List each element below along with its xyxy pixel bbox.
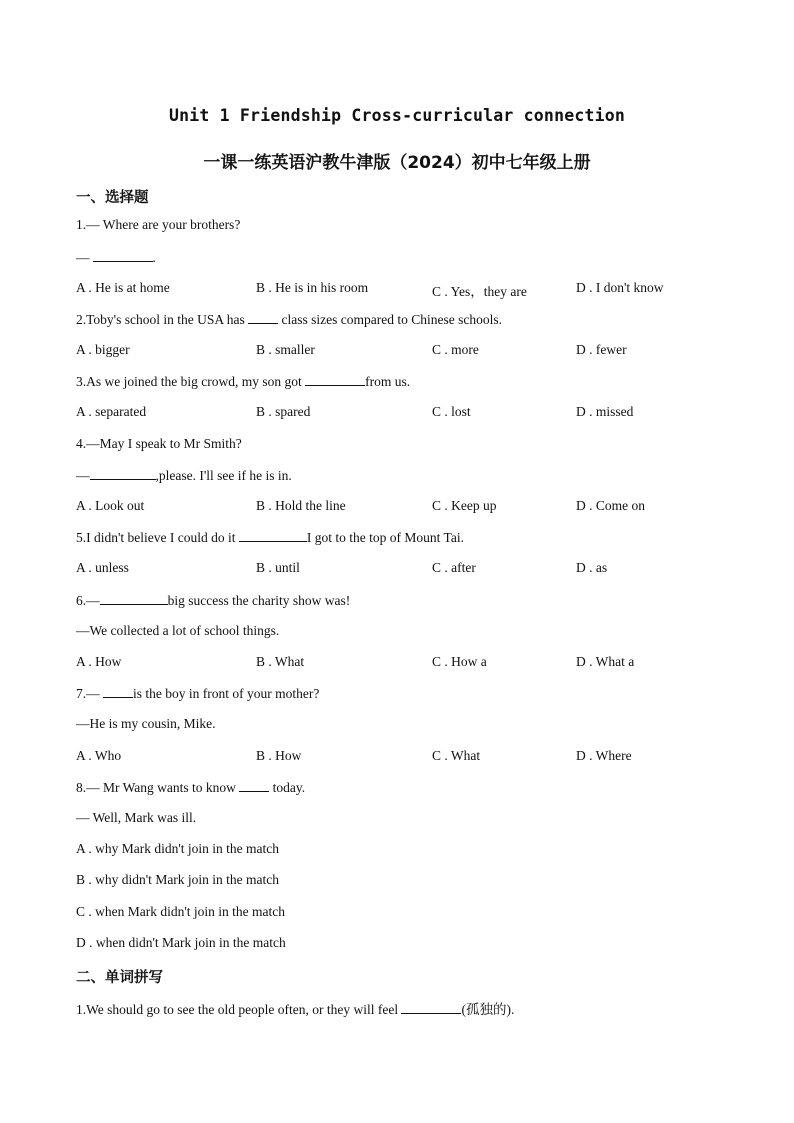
option-b[interactable]: B . spared	[256, 404, 311, 419]
stem-after-blank: ,please. I'll see if he is in.	[155, 468, 292, 483]
question-7-options	[76, 748, 716, 766]
option-c[interactable]: C . more	[432, 342, 479, 357]
period-text: .	[152, 250, 156, 265]
stem-after-blank: from us.	[365, 374, 411, 389]
answer-blank[interactable]	[93, 249, 153, 262]
option-d[interactable]: D . I don't know	[576, 280, 664, 295]
option-a[interactable]: A . bigger	[76, 342, 130, 357]
question-1-answer-line	[76, 249, 156, 266]
question-4-stem: 4.—May I speak to Mr Smith?	[76, 436, 242, 451]
question-8-stem	[76, 779, 305, 796]
question-1-options	[76, 280, 716, 298]
option-c[interactable]: C . when Mark didn't join in the match	[76, 904, 286, 919]
question-4-answer-line	[76, 467, 292, 484]
question-8-reply: — Well, Mark was ill.	[76, 810, 197, 825]
option-a[interactable]: A . why Mark didn't join in the match	[76, 841, 280, 856]
option-d[interactable]: D . What a	[576, 654, 635, 669]
answer-blank[interactable]	[248, 311, 278, 324]
section-heading-spelling: 二、单词拼写	[76, 970, 163, 986]
option-c[interactable]: C . What	[432, 748, 481, 763]
stem-before-blank: 5.I didn't believe I could do it	[76, 530, 236, 545]
option-c[interactable]: C . Yes，they are	[432, 284, 527, 299]
stem-before-blank: 7.—	[76, 686, 100, 701]
stem-after-blank: is the boy in front of your mother?	[133, 686, 320, 701]
stem-after-blank: class sizes compared to Chinese schools.	[281, 312, 502, 327]
option-a[interactable]: A . Look out	[76, 498, 145, 513]
option-c[interactable]: C . Keep up	[432, 498, 497, 513]
dash-text: —	[76, 468, 90, 483]
question-2-stem	[76, 311, 502, 328]
spelling-question-1	[76, 998, 514, 1018]
option-b[interactable]: B . He is in his room	[256, 280, 369, 295]
option-a[interactable]: A . unless	[76, 560, 129, 575]
option-b[interactable]: B . smaller	[256, 342, 315, 357]
page-title: Unit 1 Friendship Cross-curricular connection	[168, 106, 626, 125]
answer-blank[interactable]	[90, 467, 156, 480]
option-a[interactable]: A . He is at home	[76, 280, 170, 295]
answer-blank[interactable]	[100, 592, 168, 605]
stem-after-blank: big success the charity show was!	[167, 593, 351, 608]
answer-blank[interactable]	[239, 779, 269, 792]
question-1-stem: 1.— Where are your brothers?	[76, 217, 241, 232]
answer-blank[interactable]	[103, 685, 133, 698]
question-7-reply: —He is my cousin, Mike.	[76, 716, 216, 731]
page-subtitle: 一课一练英语沪教牛津版（2024）初中七年级上册	[203, 153, 591, 173]
option-b[interactable]: B . How	[256, 748, 302, 763]
answer-blank[interactable]	[305, 373, 365, 386]
option-d[interactable]: D . fewer	[576, 342, 627, 357]
option-a[interactable]: A . How	[76, 654, 122, 669]
option-d[interactable]: D . when didn't Mark join in the match	[76, 935, 286, 950]
option-d[interactable]: D . as	[576, 560, 608, 575]
answer-blank[interactable]	[401, 1001, 461, 1014]
question-6-stem	[76, 592, 350, 609]
option-d[interactable]: D . missed	[576, 404, 634, 419]
option-a[interactable]: A . Who	[76, 748, 122, 763]
option-b[interactable]: B . Hold the line	[256, 498, 346, 513]
stem-before-blank: 8.— Mr Wang wants to know	[76, 780, 236, 795]
question-7-stem	[76, 685, 319, 702]
option-c[interactable]: C . How a	[432, 654, 487, 669]
stem-after-blank: (孤独的).	[461, 1002, 515, 1017]
option-d[interactable]: D . Where	[576, 748, 632, 763]
question-5-stem	[76, 529, 464, 546]
stem-before-blank: 6.—	[76, 593, 100, 608]
stem-before-blank: 2.Toby's school in the USA has	[76, 312, 245, 327]
question-3-options	[76, 404, 716, 422]
option-b[interactable]: B . why didn't Mark join in the match	[76, 872, 280, 887]
dash-text: —	[76, 250, 90, 265]
question-6-options	[76, 654, 716, 672]
answer-blank[interactable]	[239, 529, 307, 542]
question-3-stem	[76, 373, 410, 390]
question-6-reply: —We collected a lot of school things.	[76, 623, 280, 638]
option-b[interactable]: B . until	[256, 560, 300, 575]
option-c[interactable]: C . after	[432, 560, 476, 575]
option-a[interactable]: A . separated	[76, 404, 147, 419]
option-b[interactable]: B . What	[256, 654, 305, 669]
question-5-options	[76, 560, 716, 578]
stem-before-blank: 1.We should go to see the old people often, or they will feel	[76, 1002, 399, 1017]
section-heading-choice: 一、选择题	[76, 190, 149, 206]
stem-before-blank: 3.As we joined the big crowd, my son got	[76, 374, 302, 389]
question-2-options	[76, 342, 716, 360]
stem-after-blank: I got to the top of Mount Tai.	[306, 530, 464, 545]
option-c[interactable]: C . lost	[432, 404, 471, 419]
option-d[interactable]: D . Come on	[576, 498, 645, 513]
stem-after-blank: today.	[272, 780, 306, 795]
question-4-options	[76, 498, 716, 516]
